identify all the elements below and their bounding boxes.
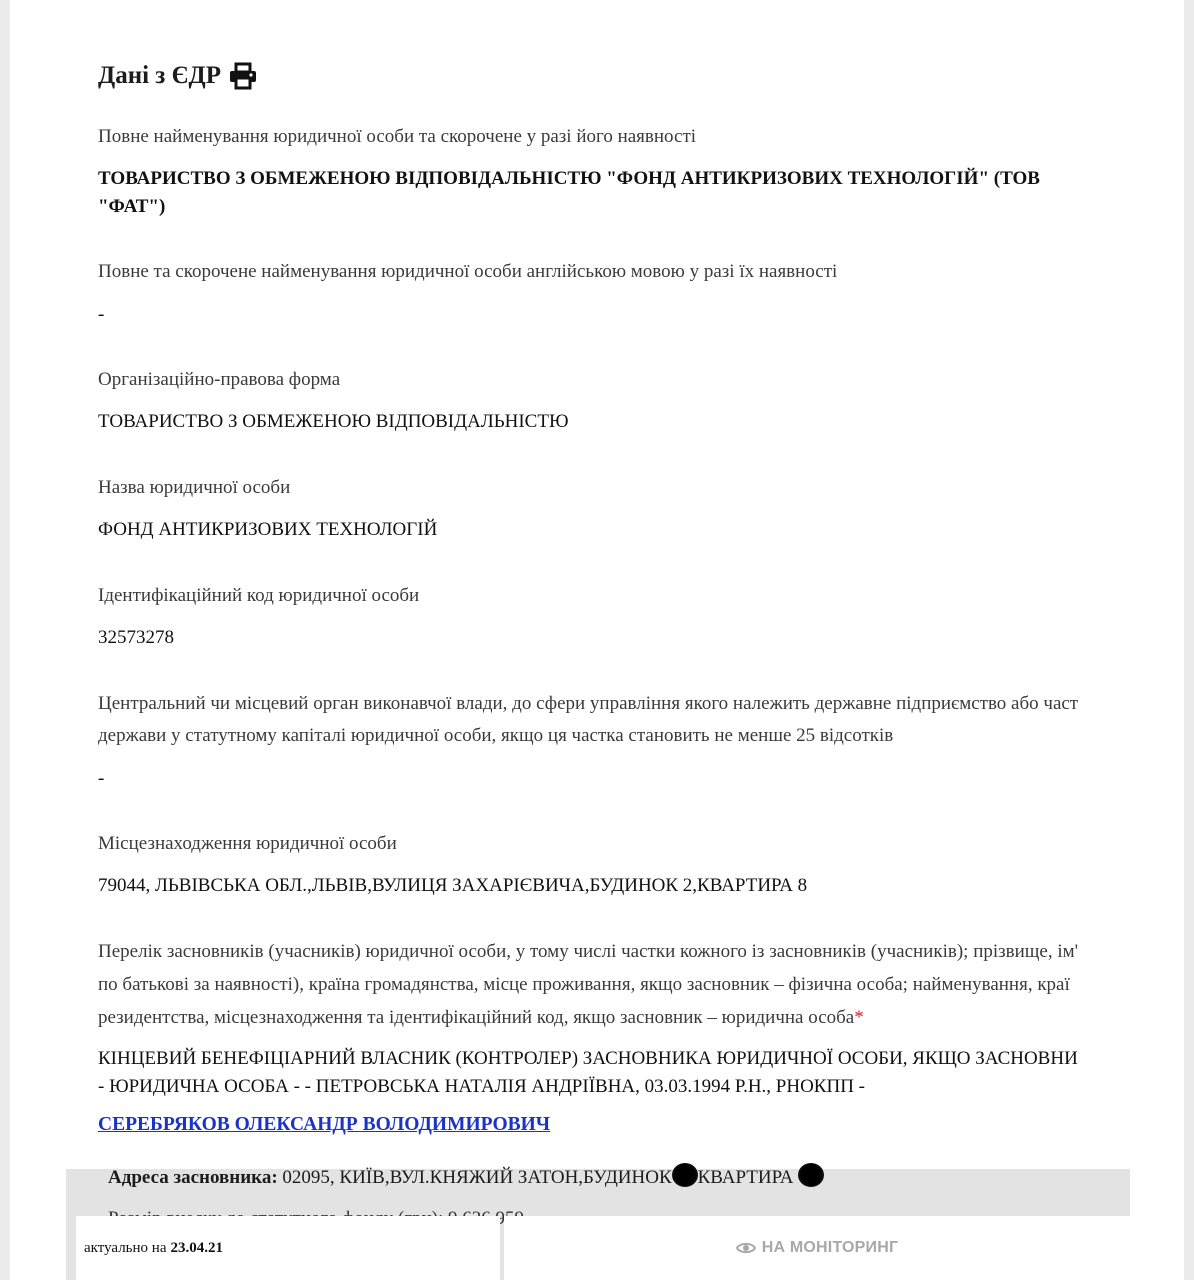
founder-address-part2: КВАРТИРА [697,1167,794,1188]
redaction-mark [798,1163,824,1187]
founder-address-part1: 02095, КИЇВ,ВУЛ.КНЯЖИЙ ЗАТОН,БУДИНОК [282,1167,672,1188]
entity-name-value: ФОНД АНТИКРИЗОВИХ ТЕХНОЛОГІЙ [98,519,438,540]
authority-label-line2: держави у статутному капіталі юридичної особи, якщо ця частка становить не менше 25 відсотків [98,725,894,746]
actual-date: 23.04.21 [170,1239,223,1256]
english-name-label: Повне та скорочене найменування юридичної особи англійською мовою у разі їх наявності [98,261,838,282]
legal-form-value: ТОВАРИСТВО З ОБМЕЖЕНОЮ ВІДПОВІДАЛЬНІСТЮ [98,411,569,432]
edr-content [98,0,1130,1280]
contribution-partial-line [108,1208,588,1216]
founder-name-link[interactable]: СЕРЕБРЯКОВ ОЛЕКСАНДР ВОЛОДИМИРОВИЧ [98,1114,551,1135]
redaction-mark [672,1163,698,1187]
full-name-value-line1: ТОВАРИСТВО З ОБМЕЖЕНОЮ ВІДПОВІДАЛЬНІСТЮ "ФОНД АНТИКРИЗОВИХ ТЕХНОЛОГІЙ" (ТОВ [98,168,1040,189]
founder-address [108,1163,824,1189]
monitoring-button[interactable] [504,1216,1130,1280]
authority-label-line1: Центральний чи місцевий орган виконавчої влади, до сфери управління якого належить державне підприємство або част [98,693,1079,714]
authority-value: - [98,768,105,789]
founders-label-line2: по батькові за наявності), країна громадянства, місце проживання, якщо засновник – фізична особа; найменування, краї [98,974,1070,995]
founders-label-line1: Перелік засновників (учасників) юридичної особи, у тому числі частки кожного із засновників (учасників); прізвище, ім' [98,941,1079,962]
location-value: 79044, ЛЬВІВСЬКА ОБЛ.,ЛЬВІВ,ВУЛИЦЯ ЗАХАРІЄВИЧА,БУДИНОК 2,КВАРТИРА 8 [98,875,808,896]
id-code-label: Ідентифікаційний код юридичної особи [98,585,420,606]
founders-label-line3: резидентства, місцезнаходження та ідентифікаційний код, якщо засновник – юридична особа* [98,1007,864,1028]
full-name-value-line2: "ФАТ") [98,196,166,217]
full-name-label: Повне найменування юридичної особи та скорочене у разі його наявності [98,126,697,147]
footer-actual-date: актуально на 23.04.21 [76,1216,500,1280]
monitoring-button-label: НА МОНІТОРИНГ [761,1239,899,1256]
legal-form-label: Організаційно-правова форма [98,369,341,390]
id-code-value: 32573278 [98,627,174,648]
founders-value-line2: - ЮРИДИЧНА ОСОБА - - ПЕТРОВСЬКА НАТАЛІЯ АНДРІЇВНА, 03.03.1994 Р.Н., РНОКПП - [98,1076,865,1097]
english-name-value: - [98,304,105,325]
founders-value-line1: КІНЦЕВИЙ БЕНЕФІЦІАРНИЙ ВЛАСНИК (КОНТРОЛЕР) ЗАСНОВНИКА ЮРИДИЧНОЇ ОСОБИ, ЯКЩО ЗАСНОВНИ [98,1048,1078,1069]
entity-name-label: Назва юридичної особи [98,477,291,498]
required-mark: * [854,1007,864,1028]
location-label: Місцезнаходження юридичної особи [98,833,397,854]
printer-icon[interactable] [229,63,257,89]
page-title: Дані з ЄДР [98,62,257,90]
eye-icon [736,1241,756,1255]
founder-address-label: Адреса засновника: [108,1167,278,1188]
